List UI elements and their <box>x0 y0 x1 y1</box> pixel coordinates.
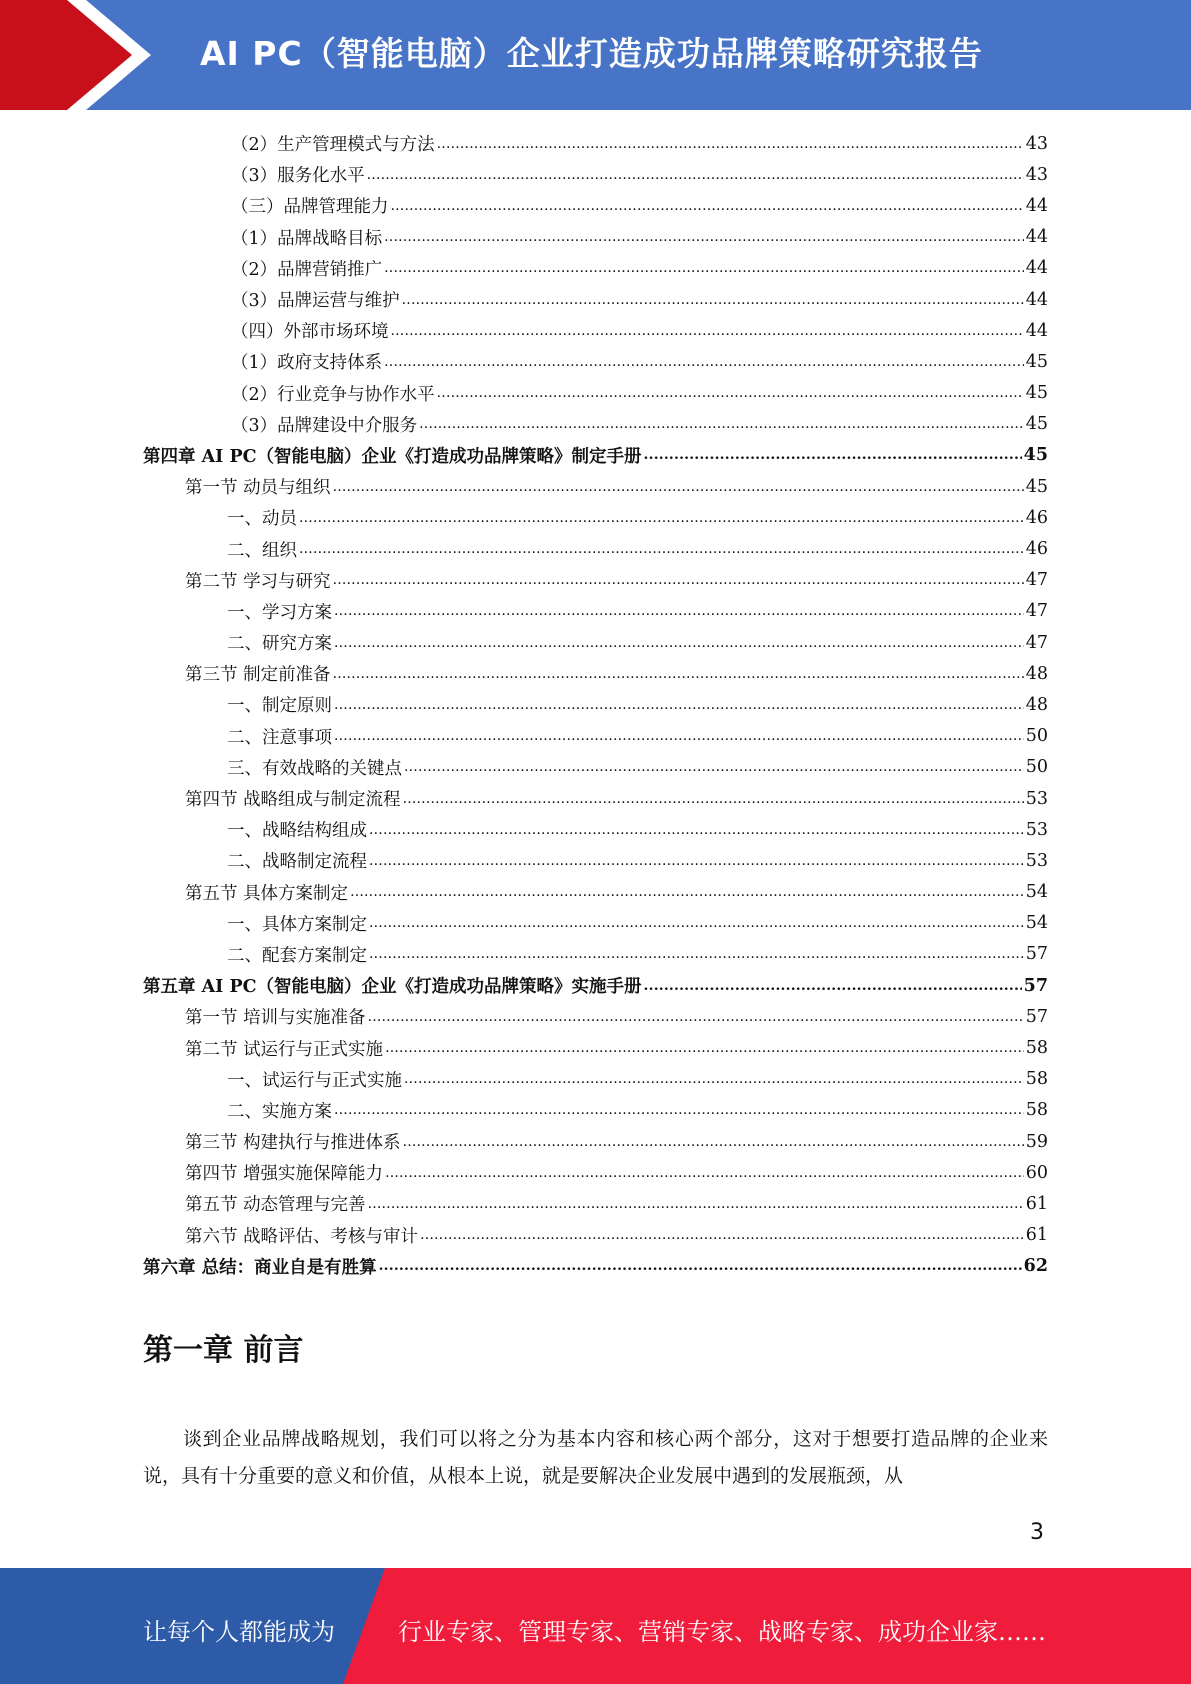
toc-entry-page: 50 <box>1025 757 1048 778</box>
toc-entry-label: 一、试运行与正式实施 <box>227 1070 402 1091</box>
toc-entry[interactable] <box>143 565 1048 596</box>
toc-entry-label: 一、战略结构组成 <box>227 821 367 842</box>
toc-entry-label: （2）行业竞争与协作水平 <box>231 384 435 405</box>
toc-leader-dots <box>385 1037 1024 1057</box>
toc-leader-dots <box>379 1255 1022 1275</box>
toc-leader-dots <box>299 507 1024 527</box>
toc-entry-label: 第四节 战略组成与制定流程 <box>185 790 401 811</box>
toc-entry-page: 53 <box>1025 819 1048 840</box>
toc-entry[interactable] <box>143 502 1048 533</box>
toc-entry-page: 45 <box>1025 414 1048 435</box>
toc-entry[interactable] <box>143 346 1048 377</box>
toc-leader-dots <box>334 632 1024 652</box>
toc-leader-dots <box>437 382 1024 402</box>
header-arrow-icon <box>0 0 150 110</box>
toc-entry-page: 48 <box>1025 663 1048 684</box>
toc-entry-label: 第二节 学习与研究 <box>185 571 331 592</box>
toc-entry-page: 45 <box>1025 351 1048 372</box>
toc-entry-page: 53 <box>1025 788 1048 809</box>
toc-entry-page: 59 <box>1025 1131 1048 1152</box>
toc-entry-label: 第五节 具体方案制定 <box>185 883 349 904</box>
toc-entry[interactable] <box>143 315 1048 346</box>
toc-entry-page: 43 <box>1025 164 1048 185</box>
toc-leader-dots <box>369 912 1024 932</box>
toc-leader-dots <box>334 600 1024 620</box>
toc-entry-label: 二、实施方案 <box>227 1101 332 1122</box>
toc-leader-dots <box>403 788 1024 808</box>
toc-entry-page: 58 <box>1025 1069 1048 1090</box>
toc-entry-page: 47 <box>1025 632 1048 653</box>
toc-entry-page: 61 <box>1025 1225 1048 1246</box>
toc-entry[interactable] <box>143 1157 1048 1188</box>
toc-entry[interactable] <box>143 721 1048 752</box>
toc-entry-page: 57 <box>1025 1006 1048 1027</box>
toc-entry[interactable] <box>143 1188 1048 1219</box>
toc-leader-dots <box>644 444 1022 464</box>
toc-entry-page: 45 <box>1025 383 1048 404</box>
toc-entry-page: 61 <box>1025 1193 1048 1214</box>
toc-entry-label: （1）品牌战略目标 <box>231 228 383 249</box>
toc-entry-page: 44 <box>1025 320 1048 341</box>
toc-entry-label: 第五章 AI PC（智能电脑）企业《打造成功品牌策略》实施手册 <box>143 977 642 998</box>
toc-leader-dots <box>391 195 1024 215</box>
toc-entry-page: 58 <box>1025 1100 1048 1121</box>
toc-entry[interactable] <box>143 908 1048 939</box>
toc-entry-label: （3）服务化水平 <box>231 166 365 187</box>
toc-leader-dots <box>368 1193 1024 1213</box>
toc-entry[interactable] <box>143 159 1048 190</box>
toc-entry-label: 二、配套方案制定 <box>227 945 367 966</box>
toc-entry-label: 第三节 构建执行与推进体系 <box>185 1133 401 1154</box>
toc-entry-label: 二、研究方案 <box>227 634 332 655</box>
toc-entry-label: （2）生产管理模式与方法 <box>231 135 435 156</box>
toc-leader-dots <box>420 1224 1024 1244</box>
toc-entry-page: 48 <box>1025 694 1048 715</box>
toc-entry-page: 53 <box>1025 850 1048 871</box>
toc-entry-page: 50 <box>1025 726 1048 747</box>
toc-entry-label: （三）品牌管理能力 <box>231 197 389 218</box>
toc-entry[interactable] <box>143 471 1048 502</box>
toc-entry-page: 58 <box>1025 1038 1048 1059</box>
toc-entry-label: （2）品牌营销推广 <box>231 259 383 280</box>
toc-leader-dots <box>367 164 1024 184</box>
toc-entry-label: 二、战略制定流程 <box>227 852 367 873</box>
toc-entry-page: 54 <box>1025 882 1048 903</box>
report-title: AI PC（智能电脑）企业打造成功品牌策略研究报告 <box>200 34 983 73</box>
toc-entry-label: 第一节 动员与组织 <box>185 478 331 499</box>
toc-leader-dots <box>333 476 1024 496</box>
table-of-contents <box>143 128 1048 1282</box>
toc-leader-dots <box>369 819 1024 839</box>
toc-entry[interactable] <box>143 378 1048 409</box>
toc-entry-page: 47 <box>1025 570 1048 591</box>
toc-entry-page: 60 <box>1025 1162 1048 1183</box>
page-header <box>0 0 1191 110</box>
toc-entry[interactable] <box>143 658 1048 689</box>
toc-entry[interactable] <box>143 222 1048 253</box>
toc-leader-dots <box>391 320 1024 340</box>
toc-entry-page: 54 <box>1025 913 1048 934</box>
toc-entry-page: 46 <box>1025 507 1048 528</box>
toc-entry-page: 45 <box>1023 445 1048 466</box>
toc-entry[interactable] <box>143 970 1048 1001</box>
toc-entry-label: （四）外部市场环境 <box>231 322 389 343</box>
toc-leader-dots <box>385 1162 1024 1182</box>
toc-entry-page: 57 <box>1023 975 1048 996</box>
toc-entry[interactable] <box>143 440 1048 471</box>
toc-leader-dots <box>350 881 1024 901</box>
toc-entry-page: 44 <box>1025 289 1048 310</box>
toc-entry[interactable] <box>143 939 1048 970</box>
toc-leader-dots <box>369 943 1024 963</box>
toc-entry-page: 62 <box>1023 1256 1048 1277</box>
toc-entry-label: 一、制定原则 <box>227 696 332 717</box>
toc-entry[interactable] <box>143 689 1048 720</box>
toc-leader-dots <box>404 756 1024 776</box>
footer-slogan-right: 行业专家、管理专家、营销专家、战略专家、成功企业家…… <box>398 1618 1046 1646</box>
toc-entry-label: （1）政府支持体系 <box>231 353 383 374</box>
toc-entry[interactable] <box>143 752 1048 783</box>
body-text <box>143 1421 1048 1495</box>
toc-entry[interactable] <box>143 1126 1048 1157</box>
toc-leader-dots <box>419 413 1024 433</box>
toc-entry[interactable] <box>143 533 1048 564</box>
toc-leader-dots <box>334 725 1024 745</box>
toc-entry[interactable] <box>143 1001 1048 1032</box>
toc-entry[interactable] <box>143 877 1048 908</box>
toc-leader-dots <box>299 538 1024 558</box>
toc-entry[interactable] <box>143 284 1048 315</box>
intro-paragraph: 谈到企业品牌战略规划，我们可以将之分为基本内容和核心两个部分，这对于想要打造品牌的企业来说，具有十分重要的意义和价值，从根本上说，就是要解决企业发展中遇到的发展瓶颈，从 <box>143 1428 1048 1487</box>
toc-entry-page: 43 <box>1025 133 1048 154</box>
toc-entry[interactable] <box>143 1095 1048 1126</box>
chapter-heading: 第一章 前言 <box>143 1333 304 1368</box>
toc-leader-dots <box>437 133 1024 153</box>
toc-entry-label: 第一节 培训与实施准备 <box>185 1008 366 1029</box>
toc-entry-label: 第四章 AI PC（智能电脑）企业《打造成功品牌策略》制定手册 <box>143 446 642 467</box>
page-number: 3 <box>1030 1520 1044 1545</box>
toc-entry[interactable] <box>143 190 1048 221</box>
toc-entry[interactable] <box>143 596 1048 627</box>
toc-entry-label: （3）品牌运营与维护 <box>231 291 400 312</box>
toc-entry-label: 第三节 制定前准备 <box>185 665 331 686</box>
toc-leader-dots <box>404 1068 1024 1088</box>
toc-entry-label: 一、学习方案 <box>227 602 332 623</box>
toc-entry[interactable] <box>143 845 1048 876</box>
toc-entry-label: 三、有效战略的关键点 <box>227 758 402 779</box>
toc-entry[interactable] <box>143 814 1048 845</box>
toc-leader-dots <box>333 663 1024 683</box>
toc-entry[interactable] <box>143 1064 1048 1095</box>
toc-leader-dots <box>402 289 1024 309</box>
toc-entry[interactable] <box>143 1220 1048 1251</box>
toc-entry-label: 第二节 试运行与正式实施 <box>185 1039 384 1060</box>
toc-leader-dots <box>384 226 1024 246</box>
toc-entry-page: 45 <box>1025 476 1048 497</box>
toc-entry-label: 一、动员 <box>227 509 297 530</box>
toc-entry[interactable] <box>143 128 1048 159</box>
toc-entry[interactable] <box>143 409 1048 440</box>
toc-entry-label: 第四节 增强实施保障能力 <box>185 1164 384 1185</box>
toc-leader-dots <box>384 351 1024 371</box>
toc-entry-page: 44 <box>1025 227 1048 248</box>
toc-entry[interactable] <box>143 1251 1048 1282</box>
toc-entry-page: 47 <box>1025 601 1048 622</box>
toc-leader-dots <box>384 257 1024 277</box>
toc-entry-page: 57 <box>1025 944 1048 965</box>
toc-entry-page: 44 <box>1025 258 1048 279</box>
toc-leader-dots <box>369 850 1024 870</box>
toc-entry-page: 44 <box>1025 195 1048 216</box>
toc-entry-label: 二、注意事项 <box>227 727 332 748</box>
page-footer <box>0 1568 1191 1684</box>
toc-entry[interactable] <box>143 1032 1048 1063</box>
toc-entry-label: 第六节 战略评估、考核与审计 <box>185 1226 419 1247</box>
toc-entry-label: 第五节 动态管理与完善 <box>185 1195 366 1216</box>
toc-leader-dots <box>644 975 1022 995</box>
toc-entry-label: 一、具体方案制定 <box>227 914 367 935</box>
toc-entry-page: 46 <box>1025 539 1048 560</box>
toc-leader-dots <box>334 694 1024 714</box>
toc-leader-dots <box>334 1099 1024 1119</box>
toc-leader-dots <box>333 569 1024 589</box>
toc-entry[interactable] <box>143 627 1048 658</box>
toc-entry[interactable] <box>143 253 1048 284</box>
toc-entry[interactable] <box>143 783 1048 814</box>
toc-leader-dots <box>403 1131 1024 1151</box>
toc-entry-label: （3）品牌建设中介服务 <box>231 415 418 436</box>
toc-entry-label: 二、组织 <box>227 540 297 561</box>
toc-leader-dots <box>368 1006 1024 1026</box>
toc-entry-label: 第六章 总结：商业自是有胜算 <box>143 1257 377 1278</box>
footer-slogan-left: 让每个人都能成为 <box>143 1618 335 1646</box>
